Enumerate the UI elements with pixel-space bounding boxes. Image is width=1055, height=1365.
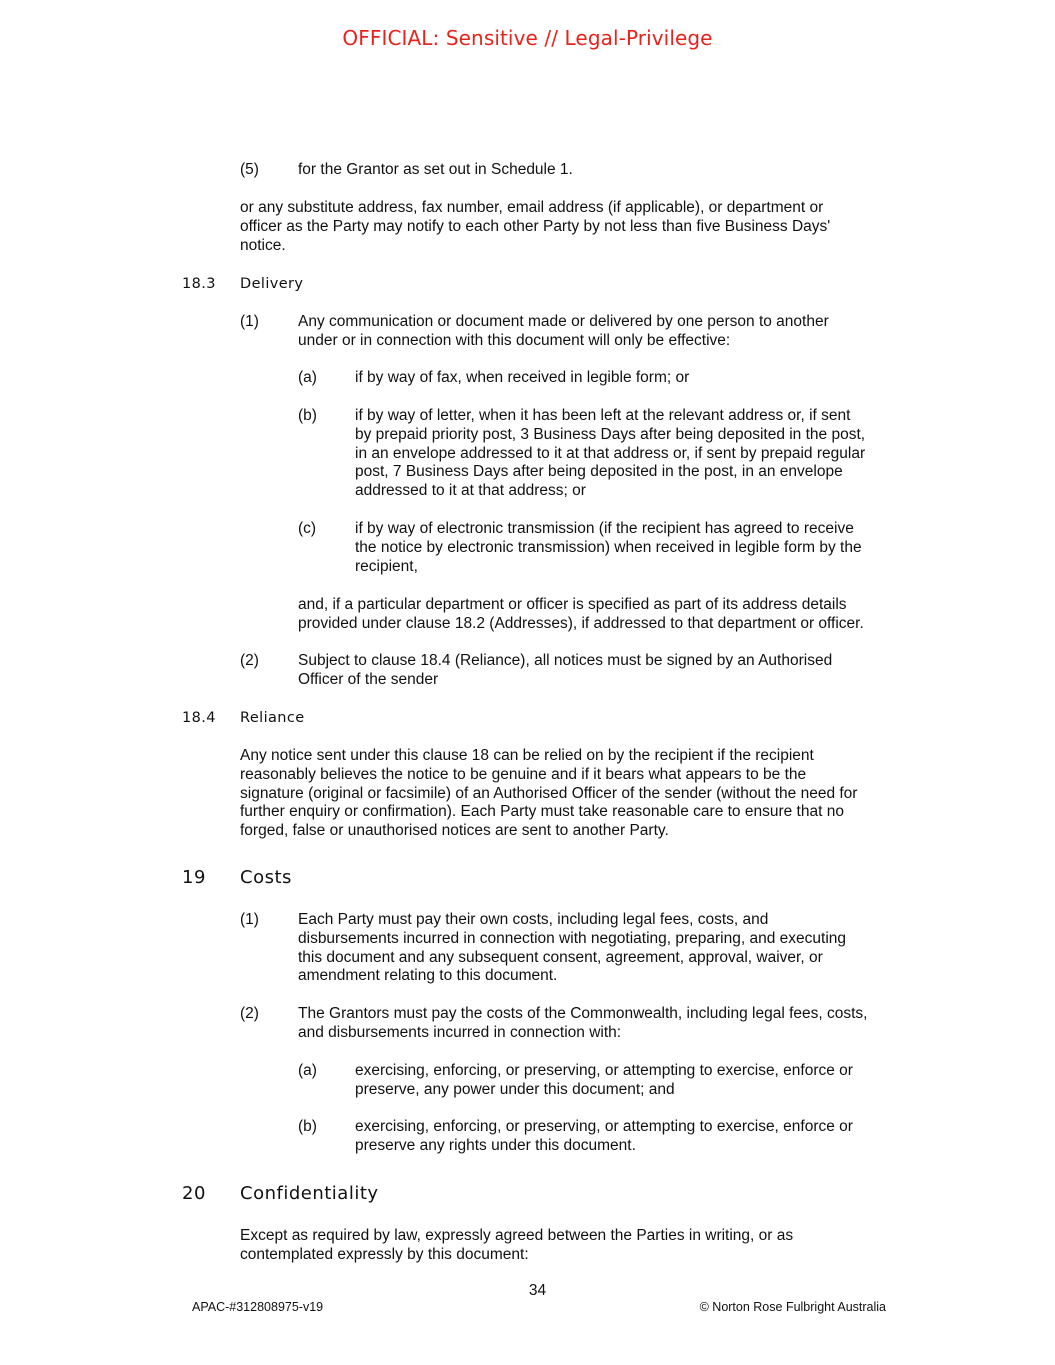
item-text: for the Grantor as set out in Schedule 1. [298,161,573,178]
subitem-text: exercising, enforcing, or preserving, or attempting to exercise, enforce or preserve any rights under this document. [355,1118,853,1154]
section-heading: Confidentiality [240,1183,379,1204]
subitem-number: (a) [298,369,317,386]
subitem-text: if by way of letter, when it has been left at the relevant address or, if sent by prepaid priority post, 3 Business Days after being deposited in the post, in an envelope addressed to it at that address or, if sent by prepaid regular post, 7 Business Days after being deposited in the post, in an envelope addressed to it at that address; or [355,407,866,500]
clause-heading: Reliance [240,710,305,726]
item-text: Each Party must pay their own costs, including legal fees, costs, and disbursements incurred in connection with negotiating, preparing, and executing this document and any subsequent consent, agreement, approval, waiver, or amendment relating to this document. [298,911,847,985]
clause-number: 18.3 [182,276,216,292]
item-text: Any communication or document made or delivered by one person to another under or in connection with this document will only be effective: [298,313,829,349]
item-number: (2) [240,1005,259,1022]
clause-number: 18.4 [182,710,216,726]
page-number: 34 [528,1282,547,1299]
copyright-notice: © Norton Rose Fulbright Australia [699,1300,886,1314]
document-id: APAC-#312808975-v19 [192,1300,324,1314]
item-number: (1) [240,313,259,330]
subitem-number: (b) [298,407,317,424]
subitem-text: exercising, enforcing, or preserving, or attempting to exercise, enforce or preserve, any power under this document; and [355,1062,853,1098]
clause-heading: Delivery [240,276,304,292]
section-number: 19 [182,867,206,888]
confidentiality-paragraph: Except as required by law, expressly agreed between the Parties in writing, or as contemplated expressly by this document: [240,1227,794,1263]
section-heading: Costs [240,867,292,888]
item-number: (2) [240,652,259,669]
item-number: (5) [240,161,259,178]
delivery-tail-paragraph: and, if a particular department or officer is specified as part of its address details provided under clause 18.2 (Addresses), if addressed to that department or officer. [298,596,864,632]
item-text: The Grantors must pay the costs of the Commonwealth, including legal fees, costs, and disbursements incurred in connection with: [298,1005,868,1041]
subitem-number: (a) [298,1062,317,1079]
subitem-text: if by way of electronic transmission (if the recipient has agreed to receive the notice by electronic transmission) when received in legible form by the recipient, [355,520,862,575]
subitem-text: if by way of fax, when received in legible form; or [355,369,690,386]
subitem-number: (b) [298,1118,317,1135]
section-number: 20 [182,1183,206,1204]
item-text: Subject to clause 18.4 (Reliance), all notices must be signed by an Authorised Officer of the sender [298,652,833,688]
classification-banner: OFFICIAL: Sensitive // Legal-Privilege [342,26,713,50]
reliance-paragraph: Any notice sent under this clause 18 can be relied on by the recipient if the recipient reasonably believes the notice to be genuine and if it bears what appears to be the signature (original or facsimile) of an Authorised Officer of the sender (without the need for further enquiry or confirmation). Each Party must take reasonable care to ensure that no forged, false or unauthorised notices are sent to another Party. [240,747,858,840]
substitute-address-paragraph: or any substitute address, fax number, email address (if applicable), or department or officer as the Party may notify to each other Party by not less than five Business Days' notice. [240,199,831,254]
item-number: (1) [240,911,259,928]
subitem-number: (c) [298,520,317,537]
